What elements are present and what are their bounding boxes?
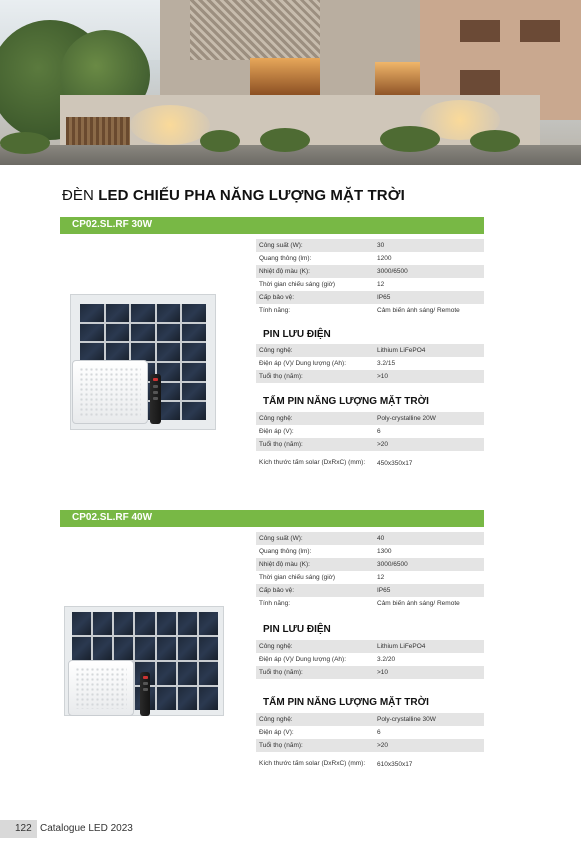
battery-table (256, 344, 484, 383)
spec-table (256, 239, 484, 317)
solar-panel-heading: TẤM PIN NĂNG LƯỢNG MẶT TRỜI (263, 697, 429, 708)
spec-row: Điện áp (V): 6 (259, 728, 381, 736)
page-number-box (0, 820, 37, 838)
catalogue-label: Catalogue LED 2023 (40, 823, 133, 834)
spec-row: Nhiệt độ màu (K): 3000/6500 (256, 265, 484, 278)
battery-heading: PIN LƯU ĐIỆN (263, 329, 331, 340)
spec-row: Kích thước tấm solar (DxRxC) (mm): 450x350x17 (259, 459, 413, 467)
spec-row: Công nghệ: Lithium LiFePO4 (256, 640, 484, 653)
hero-photo (0, 0, 581, 165)
spec-table (256, 532, 484, 610)
page-title (62, 187, 405, 204)
battery-heading: PIN LƯU ĐIỆN (263, 624, 331, 635)
spec-row: Điện áp (V): 6 (259, 427, 381, 435)
spec-row: Quang thông (lm): 1300 (259, 547, 392, 555)
product-header-bar (60, 217, 484, 234)
spec-row: Tính năng: Cảm biến ánh sáng/ Remote (259, 306, 460, 314)
solar-panel-table (256, 713, 484, 776)
spec-row: Cấp bảo vệ: IP65 (256, 291, 484, 304)
battery-table (256, 640, 484, 679)
spec-row: Tuổi thọ (năm): >20 (256, 438, 484, 451)
product-header-bar (60, 510, 484, 527)
spec-row: Quang thông (lm): 1200 (259, 254, 392, 262)
spec-row: Công suất (W): 30 (256, 239, 484, 252)
spec-row: Tuổi thọ (năm): >10 (256, 666, 484, 679)
spec-row: Thời gian chiếu sáng (giờ) 12 (259, 280, 385, 288)
solar-panel-heading: TẤM PIN NĂNG LƯỢNG MẶT TRỜI (263, 396, 429, 407)
page-title-bold: LED CHIẾU PHA NĂNG LƯỢNG MẶT TRỜI (98, 187, 405, 204)
product-name: CP02.SL.RF 30W (72, 219, 153, 230)
spec-row: Công nghệ: Poly-crystalline 30W (256, 713, 484, 726)
spec-row: Cấp bảo vệ: IP65 (256, 584, 484, 597)
spec-row: Điện áp (V)/ Dung lượng (Ah): 3.2/20 (259, 655, 396, 663)
page-footer (0, 820, 581, 838)
spec-row: Nhiệt độ màu (K): 3000/6500 (256, 558, 484, 571)
spec-row: Tính năng: Cảm biến ánh sáng/ Remote (259, 599, 460, 607)
page-title-light: ĐÈN (62, 187, 99, 204)
spec-row: Điện áp (V)/ Dung lượng (Ah): 3.2/15 (259, 359, 396, 367)
product-name: CP02.SL.RF 40W (72, 512, 153, 523)
spec-row: Công nghệ: Poly-crystalline 20W (256, 412, 484, 425)
spec-row: Tuổi thọ (năm): >10 (256, 370, 484, 383)
spec-row: Kích thước tấm solar (DxRxC) (mm): 610x350x17 (259, 760, 413, 768)
spec-row: Công suất (W): 40 (256, 532, 484, 545)
spec-row: Tuổi thọ (năm): >20 (256, 739, 484, 752)
solar-panel-table (256, 412, 484, 475)
spec-row: Thời gian chiếu sáng (giờ) 12 (259, 573, 385, 581)
product-image (62, 600, 227, 725)
spec-row: Công nghệ: Lithium LiFePO4 (256, 344, 484, 357)
product-image (62, 290, 222, 440)
page-number: 122 (15, 823, 32, 834)
